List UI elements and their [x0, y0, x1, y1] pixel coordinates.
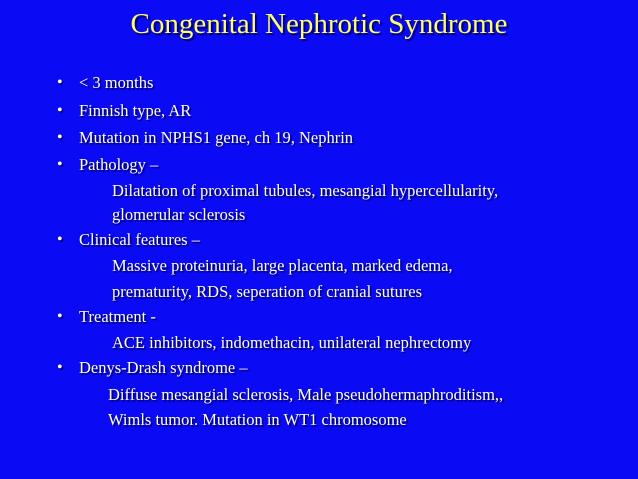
bullet-pathology: Pathology – [79, 155, 159, 174]
bullet-denys-drash: Denys-Drash syndrome – [79, 358, 248, 377]
bullet-age: < 3 months [79, 73, 154, 92]
treatment-detail: ACE inhibitors, indomethacin, unilateral nephrectomy [112, 333, 472, 352]
bullet-marker: • [57, 129, 63, 146]
bullet-marker: • [57, 308, 63, 325]
pathology-detail-2: glomerular sclerosis [112, 205, 246, 224]
bullet-mutation: Mutation in NPHS1 gene, ch 19, Nephrin [79, 128, 354, 147]
bullet-treatment: Treatment - [79, 307, 156, 326]
slide-title: Congenital Nephrotic Syndrome [130, 8, 508, 40]
bullet-marker: • [57, 359, 63, 376]
bullet-marker: • [57, 156, 63, 173]
denys-drash-detail-2: Wimls tumor. Mutation in WT1 chromosome [108, 410, 407, 429]
clinical-detail-1: Massive proteinuria, large placenta, marked edema, [112, 256, 453, 275]
denys-drash-detail-1: Diffuse mesangial sclerosis, Male pseudohermaphroditism,, [108, 385, 504, 404]
clinical-detail-2: prematurity, RDS, seperation of cranial sutures [112, 282, 423, 301]
pathology-detail-1: Dilatation of proximal tubules, mesangial hypercellularity, [112, 181, 499, 200]
bullet-clinical-features: Clinical features – [79, 230, 200, 249]
bullet-marker: • [57, 231, 63, 248]
bullet-marker: • [57, 102, 63, 119]
bullet-finnish-type: Finnish type, AR [79, 101, 192, 120]
bullet-marker: • [57, 74, 63, 91]
